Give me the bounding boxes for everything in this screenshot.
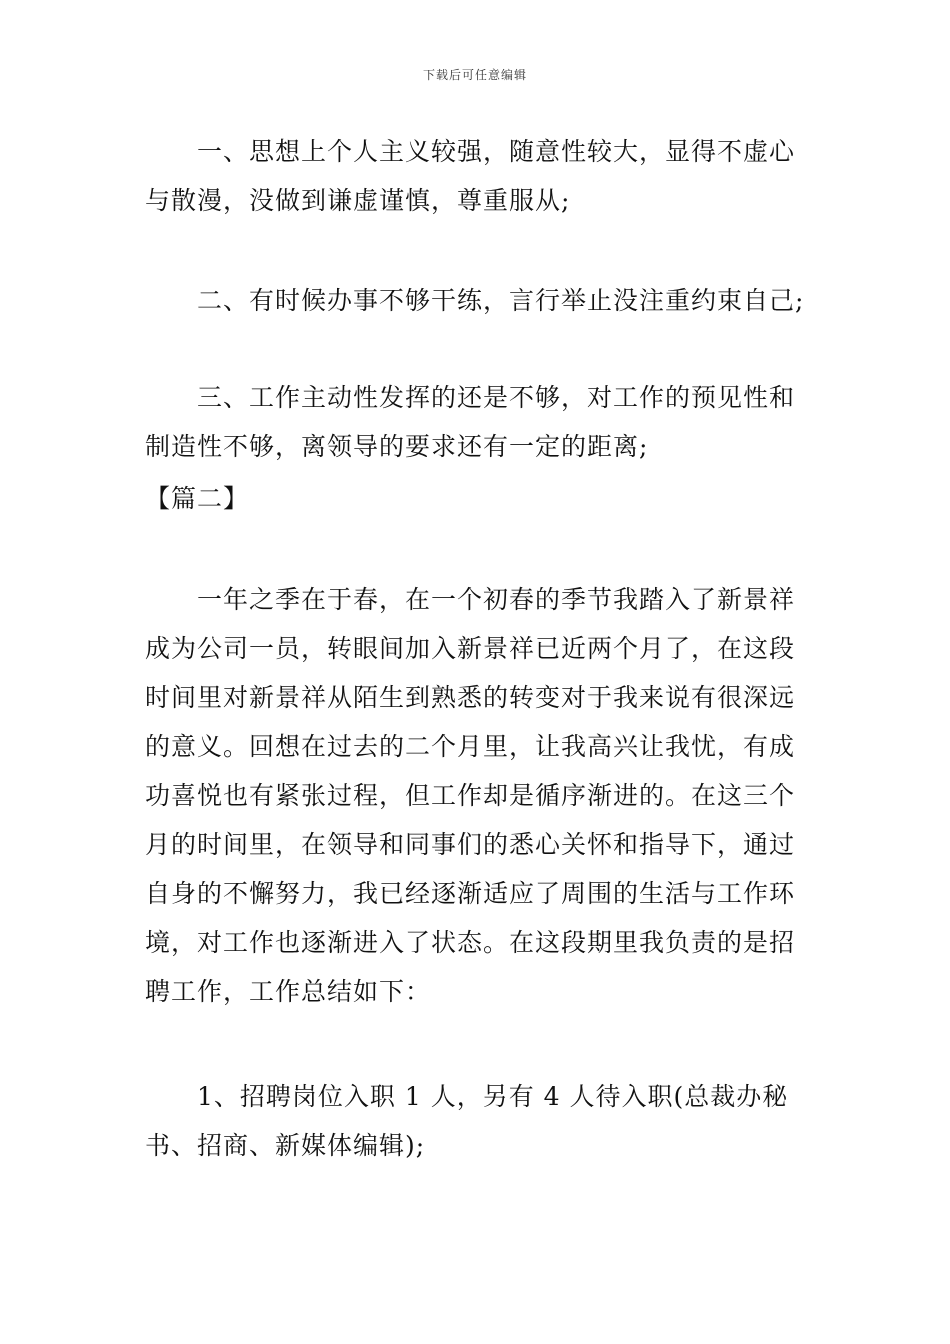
- paragraph-1: 一、思想上个人主义较强，随意性较大，显得不虚心与散漫，没做到谦虚谨慎，尊重服从;: [145, 137, 796, 215]
- paragraph-4: 一年之季在于春，在一个初春的季节我踏入了新景祥成为公司一员，转眼间加入新景祥已近两个月了，在这段时间里对新景祥从陌生到熟悉的转变对于我来说有很深远的意义。回想在过去的二个月里，让我高兴让我忧，有成功喜悦也有紧张过程，但工作却是循序渐进的。在这三个月的时间里，在领导和同事们的悉心关怀和指导下，通过自身的不懈努力，我已经逐渐适应了周围的生活与工作环境，对工作也逐渐进入了状态。在这段期里我负责的是招聘工作，工作总结如下：: [145, 585, 796, 1006]
- paragraph-5: 1、招聘岗位入职 1 人，另有 4 人待入职(总裁办秘书、招商、新媒体编辑);: [145, 1082, 789, 1160]
- header-note: 下载后可任意编辑: [422, 68, 527, 82]
- paragraph-2: 二、有时候办事不够干练，言行举止没注重约束自己;: [197, 286, 805, 315]
- paragraph-3: 三、工作主动性发挥的还是不够，对工作的预见性和制造性不够，离领导的要求还有一定的距离;: [145, 383, 796, 461]
- section-title: 【篇二】: [145, 484, 250, 513]
